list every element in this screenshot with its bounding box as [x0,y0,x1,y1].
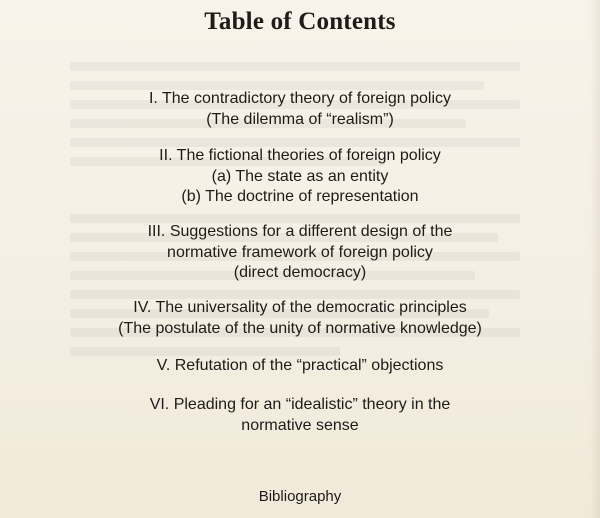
page-edge-shadow [590,0,600,518]
toc-entry-1-line-2: (The dilemma of “realism”) [206,110,394,128]
toc-entry-5 [0,356,600,377]
toc-entry-4-line-1: IV. The universality of the democratic principles [133,299,467,316]
toc-entry-3 [0,222,600,284]
toc-entry-1 [0,89,600,130]
toc-entry-2 [0,146,600,208]
toc-entry-3-line-1: III. Suggestions for a different design of the [147,223,453,240]
toc-entry-6-line-1: VI. Pleading for an “idealistic” theory in the [149,396,451,413]
toc-entry-2-line-3: (b) The doctrine of representation [181,188,419,205]
toc-entry-4 [0,298,600,339]
toc-entry-1-line-1: I. The contradictory theory of foreign policy [148,90,452,107]
toc-entry-6-line-2: normative sense [241,416,359,434]
toc-entry-5-line-1: V. Refutation of the “practical” objections [156,357,444,374]
toc-entry-3-line-2: normative framework of foreign policy [167,243,433,261]
page-title: Table of Contents [204,8,396,35]
bibliography-entry: Bibliography [258,488,342,505]
toc-entry-4-line-2: (The postulate of the unity of normative knowledge) [118,319,482,337]
toc-entry-6 [0,395,600,436]
toc-entry-2-line-1: II. The fictional theories of foreign policy [159,147,441,164]
toc-entry-3-line-3: (direct democracy) [233,264,367,281]
toc-entry-2-line-2: (a) The state as an entity [211,167,389,185]
